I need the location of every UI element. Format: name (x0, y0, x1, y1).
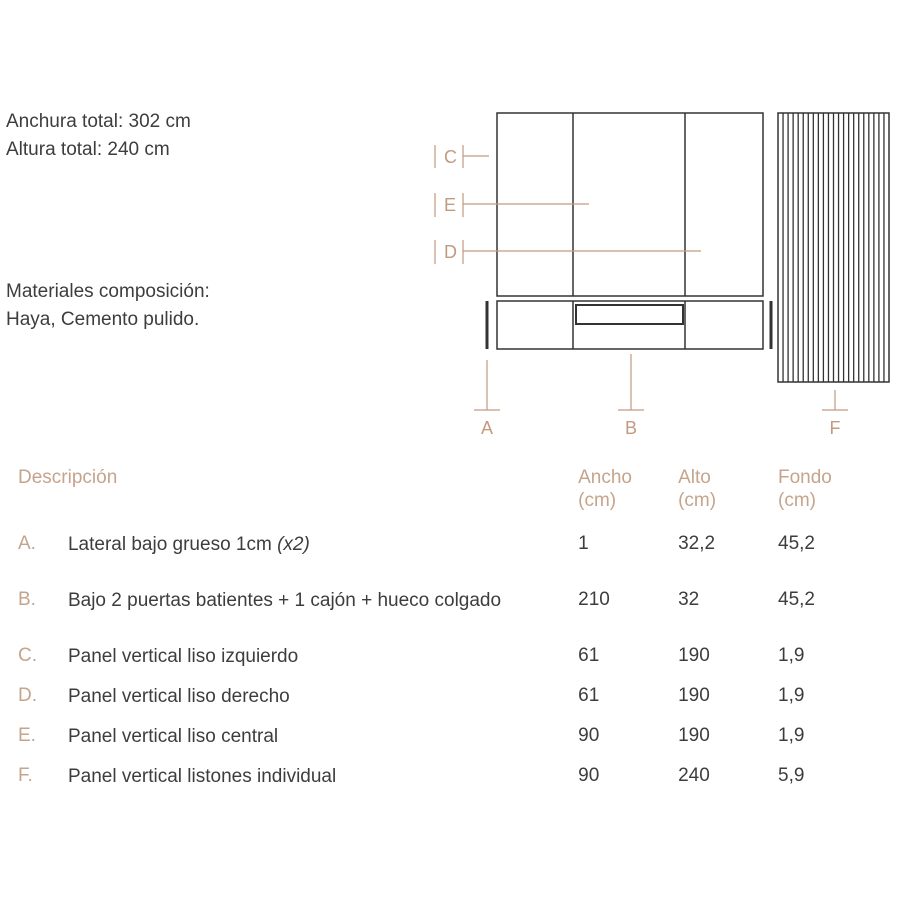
row-height: 190 (678, 645, 710, 666)
header-width: Ancho (cm) (578, 467, 632, 511)
label-f: F (829, 418, 841, 438)
row-description: Panel vertical liso izquierdo (67, 645, 299, 667)
total-height-text: Altura total: 240 cm (6, 139, 170, 160)
row-description: Panel vertical liso central (67, 725, 279, 747)
components-table (12, 462, 872, 796)
row-letter: E. (18, 725, 36, 746)
label-c: C (444, 147, 457, 167)
table-row (12, 636, 872, 676)
row-letter: B. (18, 589, 36, 610)
table-row (12, 716, 872, 756)
row-depth: 45,2 (778, 533, 815, 554)
row-width: 1 (578, 533, 589, 554)
row-description: Lateral bajo grueso 1cm (x2) (67, 533, 310, 555)
row-description: Panel vertical listones individual (67, 765, 337, 787)
slatted-panel (778, 113, 889, 382)
row-width: 90 (578, 725, 600, 746)
row-height: 32,2 (678, 533, 716, 554)
row-description: Panel vertical liso derecho (67, 685, 290, 707)
total-width-text: Anchura total: 302 cm (6, 111, 191, 132)
row-description: Bajo 2 puertas batientes + 1 cajón + hueco colgado (67, 589, 502, 611)
row-depth: 1,9 (778, 725, 805, 746)
label-b: B (624, 418, 638, 438)
callout-lines-upper (435, 145, 701, 264)
label-a: A (480, 418, 494, 438)
header-height: Alto (cm) (678, 467, 717, 511)
row-letter: D. (18, 685, 37, 706)
lower-unit (497, 301, 763, 349)
row-note: (x2) (277, 533, 310, 555)
row-depth: 1,9 (778, 685, 805, 706)
label-e: E (444, 195, 457, 215)
row-letter: F. (18, 765, 33, 786)
table-row (12, 524, 872, 564)
row-height: 190 (678, 725, 710, 746)
row-height: 32 (678, 589, 700, 610)
table-header-row (12, 462, 872, 524)
table-row (12, 676, 872, 716)
row-height: 240 (678, 765, 710, 786)
table-row (12, 756, 872, 796)
row-width: 210 (578, 589, 610, 610)
row-depth: 45,2 (778, 589, 815, 610)
table-row (12, 564, 872, 636)
row-height: 190 (678, 685, 710, 706)
header-depth: Fondo (cm) (778, 467, 832, 511)
row-depth: 1,9 (778, 645, 805, 666)
materials-value: Haya, Cemento pulido. (6, 309, 200, 330)
row-width: 90 (578, 765, 600, 786)
drawer-outline (576, 305, 683, 324)
row-letter: C. (18, 645, 37, 666)
row-letter: A. (18, 533, 36, 554)
materials-title: Materiales composición: (6, 281, 210, 302)
row-width: 61 (578, 645, 600, 666)
label-d: D (444, 242, 457, 262)
header-description: Descripción (18, 467, 118, 488)
row-width: 61 (578, 685, 600, 706)
row-depth: 5,9 (778, 765, 805, 786)
